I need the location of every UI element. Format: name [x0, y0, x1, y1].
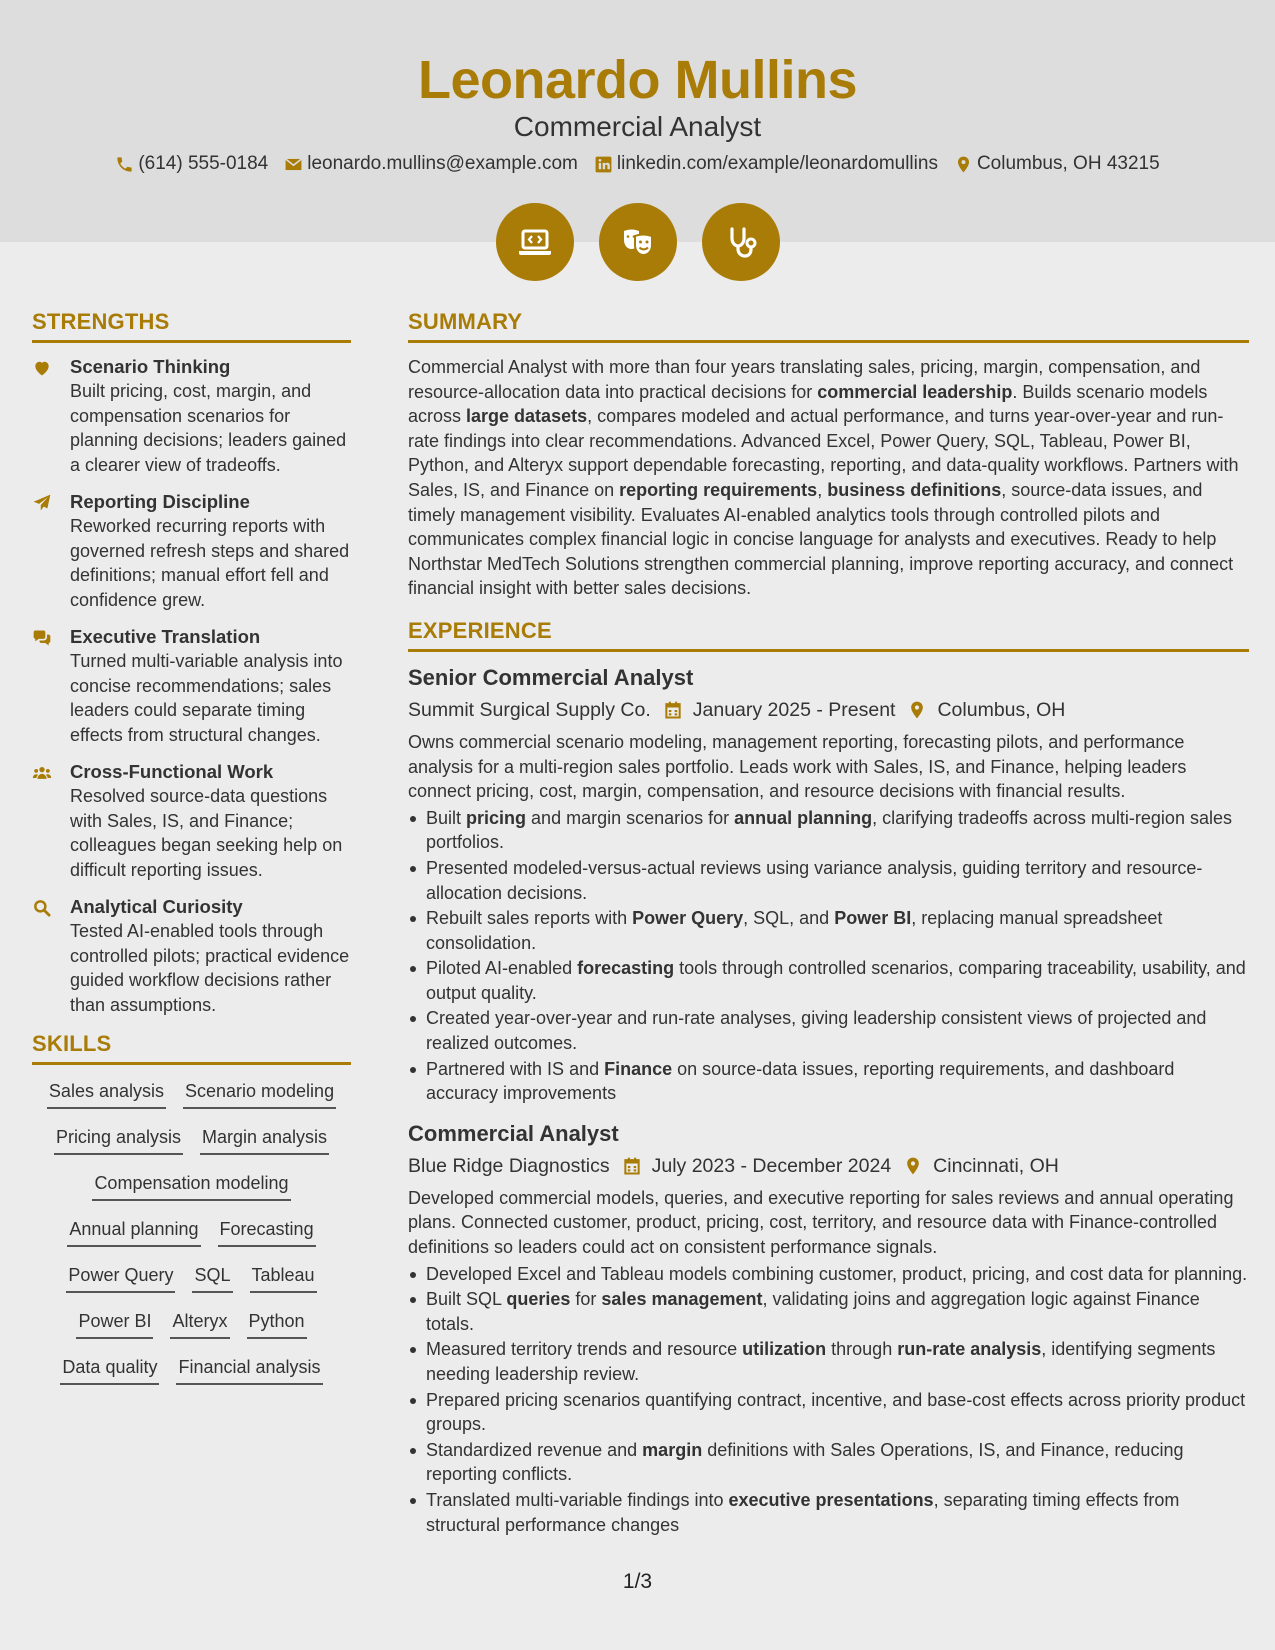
right-column	[408, 308, 1249, 1551]
bullet-item	[408, 906, 1249, 955]
job-dates: July 2023 - December 2024	[651, 1154, 892, 1177]
location-pin-icon	[907, 700, 927, 720]
text-run: definitions with Sales Operations, IS, and Finance, reducing reporting conflicts.	[426, 1439, 1184, 1485]
emphasis-text: business definitions	[827, 479, 1002, 500]
bullet-item	[408, 1488, 1249, 1537]
bullet-item	[408, 1388, 1249, 1437]
text-run: Standardized revenue and	[426, 1439, 643, 1460]
strength-title: Executive Translation	[70, 626, 261, 647]
bullet-item	[408, 1287, 1249, 1336]
strength-desc: Tested AI-enabled tools through controlled pilots; practical evidence guided workflow decisions rather than assumptions.	[70, 921, 350, 1015]
skill-tag: Financial analysis	[176, 1353, 322, 1385]
job-entry	[408, 1120, 1249, 1537]
text-run: , clarifying tradeoffs across multi-region sales portfolios.	[426, 807, 1232, 853]
comments-icon	[32, 628, 52, 648]
job-dates: January 2025 - Present	[692, 698, 896, 721]
contact-phone[interactable]	[115, 152, 268, 176]
skill-tag: Sales analysis	[47, 1077, 166, 1109]
contact-linkedin[interactable]	[594, 152, 938, 176]
skill-tag: Power Query	[66, 1261, 175, 1293]
bullet-item	[408, 856, 1249, 905]
text-run: Created year-over-year and run-rate analyses, giving leadership consistent views of projected and realized outcomes.	[426, 1008, 1207, 1054]
emphasis-text: large datasets	[466, 406, 588, 427]
text-run: tools through controlled scenarios, comparing traceability, usability, and output quality.	[426, 958, 1246, 1003]
strengths-heading: STRENGTHS	[32, 308, 351, 343]
left-column	[32, 308, 351, 1385]
emphasis-text: commercial leadership	[817, 381, 1013, 402]
bullet-item	[408, 806, 1249, 855]
stethoscope-badge	[702, 203, 780, 281]
text-run: , identifying segments needing leadership review.	[426, 1339, 1216, 1384]
summary-heading: SUMMARY	[408, 308, 1249, 343]
theater-masks-icon	[618, 222, 658, 262]
experience-heading: EXPERIENCE	[408, 617, 1249, 652]
stethoscope-icon	[721, 222, 761, 262]
contact-email[interactable]	[284, 152, 578, 176]
envelope-icon	[284, 155, 303, 174]
strength-item	[32, 355, 351, 477]
bullet-item	[408, 956, 1249, 1005]
emphasis-text: executive presentations	[728, 1489, 934, 1510]
job-bullets	[408, 1262, 1249, 1538]
text-run: Built SQL	[426, 1289, 507, 1310]
strength-title: Cross-Functional Work	[70, 761, 274, 782]
text-run: , replacing manual spreadsheet consolidation.	[426, 908, 1163, 953]
emphasis-text: Power Query	[632, 908, 744, 929]
text-run: for	[570, 1289, 602, 1310]
skill-tag: Forecasting	[218, 1215, 316, 1247]
strength-desc: Resolved source-data questions with Sales, IS, and Finance; colleagues began seeking help on difficult reporting issues.	[70, 786, 343, 880]
text-run: Measured territory trends and resource	[426, 1339, 743, 1360]
text-run: Built	[426, 807, 467, 828]
skill-tag: Pricing analysis	[54, 1123, 183, 1155]
search-icon	[32, 898, 52, 918]
emphasis-text: annual planning	[734, 807, 873, 828]
text-run: Partnered with IS and	[426, 1058, 605, 1079]
contact-location	[954, 152, 1160, 176]
laptop-code-icon	[515, 222, 555, 262]
emphasis-text: run-rate analysis	[897, 1339, 1042, 1360]
text-run: and margin scenarios for	[526, 807, 735, 828]
linkedin-icon	[594, 155, 613, 174]
job-description: Owns commercial scenario modeling, management reporting, forecasting pilots, and performance analysis for a multi-region sales portfolio. Leads work with Sales, IS, and Finance, helping leaders connect pricing, cost, margin, compensation, and resource decisions with financial results.	[408, 731, 1187, 802]
calendar-icon	[622, 1156, 642, 1176]
contact-phone-text: (614) 555-0184	[138, 153, 269, 174]
phone-icon	[115, 155, 134, 174]
location-pin-icon	[954, 155, 973, 174]
skills-heading: SKILLS	[32, 1030, 351, 1065]
interest-badges	[0, 203, 1275, 281]
text-run: through	[826, 1339, 898, 1360]
summary-text	[408, 355, 1249, 601]
text-run: , separating timing effects from structural performance changes	[426, 1489, 1180, 1535]
skill-tag: SQL	[192, 1261, 232, 1293]
strength-item	[32, 625, 351, 747]
calendar-icon	[663, 700, 683, 720]
emphasis-text: sales management	[601, 1289, 763, 1310]
text-run: , SQL, and	[743, 908, 835, 929]
text-run: Piloted AI-enabled	[426, 958, 578, 979]
strength-item	[32, 490, 351, 612]
emphasis-text: pricing	[466, 807, 527, 828]
skill-tag: Margin analysis	[200, 1123, 329, 1155]
text-run: Rebuilt sales reports with	[426, 908, 633, 929]
contact-bar	[0, 152, 1275, 176]
location-pin-icon	[903, 1156, 923, 1176]
heart-icon	[32, 358, 52, 378]
job-location: Columbus, OH	[937, 698, 1066, 721]
emphasis-text: reporting requirements	[619, 479, 818, 500]
strength-item	[32, 760, 351, 882]
bullet-item	[408, 1262, 1249, 1287]
text-run: Commercial Analyst with more than four years translating sales, pricing, margin, compensation, and resource-allocation data into practical decisions for	[408, 357, 1201, 402]
job-location: Cincinnati, OH	[933, 1154, 1059, 1177]
text-run: Presented modeled-versus-actual reviews using variance analysis, guiding territory and resource-allocation decisions.	[426, 857, 1203, 903]
text-run: , compares modeled and actual performance, and turns year-over-year and run-rate findings into clear recommendations. Advanced Excel, Power Query, SQL, Tableau, Power BI, Python, and Alteryx support dependable forecasting, reporting, and data-quality workflows. Partners with Sales, IS, and Finance on	[408, 406, 1239, 500]
strength-desc: Turned multi-variable analysis into concise recommendations; sales leaders could separate timing effects from structural changes.	[70, 651, 343, 745]
emphasis-text: margin	[642, 1439, 703, 1460]
text-run: ,	[817, 479, 828, 500]
job-meta	[408, 1152, 1249, 1180]
users-icon	[32, 763, 52, 783]
strength-desc: Built pricing, cost, margin, and compensation scenarios for planning decisions; leaders gained a clearer view of tradeoffs.	[70, 381, 347, 475]
laptop-code-badge	[496, 203, 574, 281]
text-run: Prepared pricing scenarios quantifying contract, incentive, and base-cost effects across priority product groups.	[426, 1389, 1246, 1435]
skill-tag: Python	[247, 1307, 307, 1339]
bullet-item	[408, 1006, 1249, 1055]
skills-list	[32, 1077, 351, 1385]
contact-linkedin-text: linkedin.com/example/leonardomullins	[616, 153, 938, 174]
contact-email-text: leonardo.mullins@example.com	[307, 153, 578, 174]
strength-item	[32, 895, 351, 1017]
bullet-item	[408, 1337, 1249, 1386]
page-number: 1/3	[622, 1570, 653, 1593]
strength-desc: Reworked recurring reports with governed refresh steps and shared definitions; manual effort fell and confidence grew.	[70, 516, 350, 610]
text-run: Translated multi-variable findings into	[426, 1489, 729, 1510]
skill-tag: Data quality	[60, 1353, 159, 1385]
candidate-name: Leonardo Mullins	[417, 50, 857, 110]
skill-tag: Scenario modeling	[183, 1077, 336, 1109]
strength-title: Reporting Discipline	[70, 491, 250, 512]
strength-title: Scenario Thinking	[70, 356, 231, 377]
text-run: , validating joins and aggregation logic against Finance totals.	[426, 1289, 1200, 1334]
job-company: Blue Ridge Diagnostics	[408, 1154, 610, 1177]
job-entry	[408, 664, 1249, 1106]
text-run: . Builds scenario models across	[408, 381, 1208, 427]
text-run: on source-data issues, reporting requirements, and dashboard accuracy improvements	[426, 1058, 1175, 1104]
skill-tag: Compensation modeling	[92, 1169, 290, 1201]
bullet-item	[408, 1438, 1249, 1487]
job-bullets	[408, 806, 1249, 1106]
skill-tag: Annual planning	[67, 1215, 200, 1247]
emphasis-text: forecasting	[577, 958, 675, 979]
theater-masks-badge	[599, 203, 677, 281]
emphasis-text: Power BI	[834, 908, 912, 929]
emphasis-text: utilization	[742, 1339, 827, 1360]
text-run: , source-data issues, and timely management visibility. Evaluates AI-enabled analytics tools through controlled pilots and communicates complex financial logic in concise language for analysts and executives. Ready to help Northstar MedTech Solutions strengthen commercial planning, improve reporting accuracy, and connect financial insight with better sales decisions.	[408, 479, 1234, 599]
job-meta	[408, 696, 1249, 724]
skill-tag: Power BI	[76, 1307, 153, 1339]
job-company: Summit Surgical Supply Co.	[408, 698, 651, 721]
job-description: Developed commercial models, queries, and executive reporting for sales reviews and annual operating plans. Connected customer, product, pricing, cost, territory, and resource data with Finance-controlled definitions so leaders could act on consistent performance signals.	[408, 1187, 1234, 1258]
skill-tag: Tableau	[250, 1261, 317, 1293]
contact-location-text: Columbus, OH 43215	[976, 153, 1160, 174]
emphasis-text: queries	[506, 1289, 571, 1310]
job-title: Senior Commercial Analyst	[408, 664, 694, 690]
candidate-title: Commercial Analyst	[513, 111, 762, 142]
strength-title: Analytical Curiosity	[70, 896, 243, 917]
skill-tag: Alteryx	[170, 1307, 229, 1339]
emphasis-text: Finance	[604, 1058, 673, 1079]
text-run: Developed Excel and Tableau models combining customer, product, pricing, and cost data for planning.	[426, 1263, 1248, 1284]
bullet-item	[408, 1057, 1249, 1106]
paper-plane-icon	[32, 493, 52, 513]
job-title: Commercial Analyst	[408, 1120, 619, 1146]
